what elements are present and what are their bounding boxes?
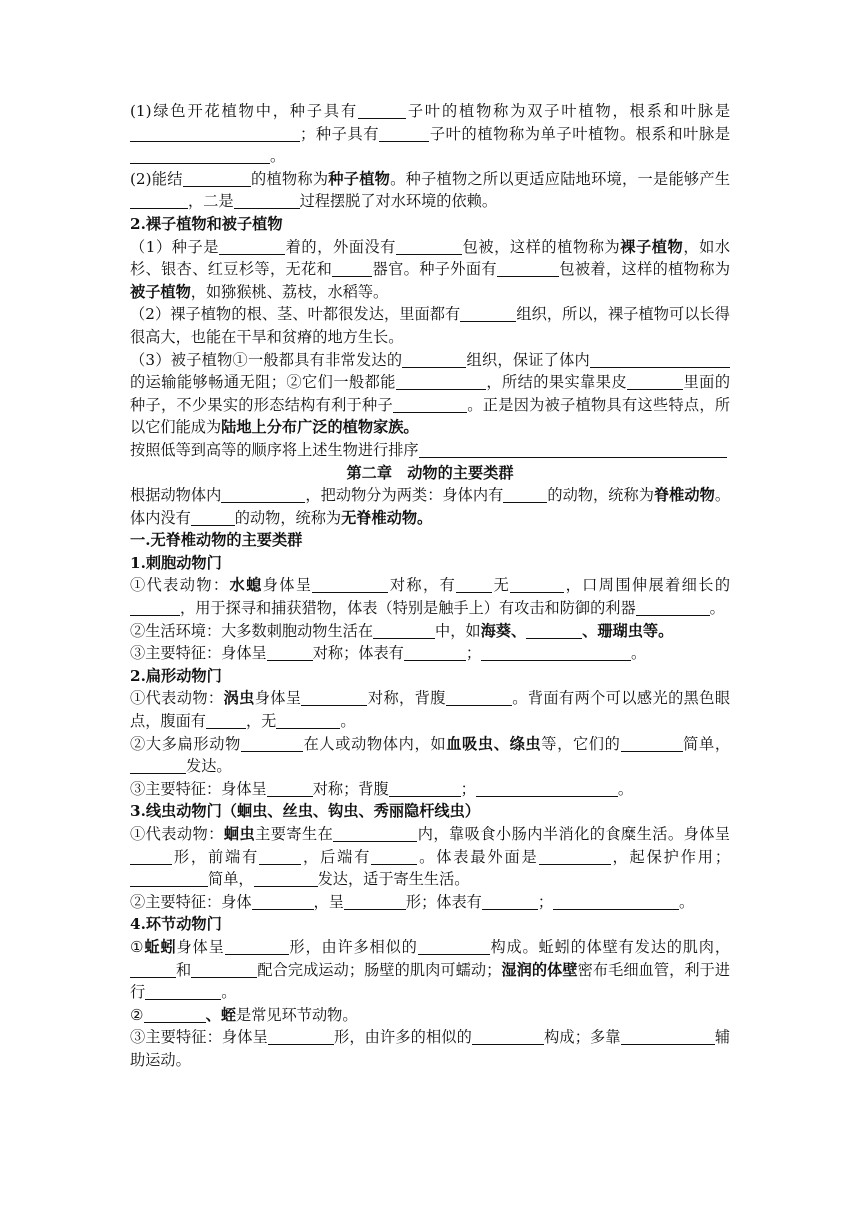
text-run: 内，靠吸食小肠内半消化的食糜生活。身体呈: [417, 825, 731, 843]
section-heading: [130, 800, 730, 823]
fill-in-blank[interactable]: [268, 1028, 334, 1045]
paragraph: [130, 687, 730, 732]
text-run: 等，它们的: [541, 734, 621, 753]
text-run: ①代表动物：: [130, 689, 224, 708]
fill-in-blank[interactable]: [219, 238, 285, 255]
fill-in-blank[interactable]: [130, 599, 180, 616]
fill-in-blank[interactable]: [221, 486, 305, 503]
text-run: ；: [465, 644, 481, 663]
text-run: 密布毛细血管，利于进行: [130, 960, 731, 1002]
fill-in-blank[interactable]: [472, 1028, 544, 1045]
document-page: [130, 100, 730, 1072]
text-run: 的运输能够畅通无阻；②它们一般都能: [130, 373, 396, 392]
fill-in-blank[interactable]: [456, 576, 492, 593]
text-run: ③主要特征：身体呈: [130, 1028, 268, 1047]
fill-in-blank[interactable]: [526, 622, 582, 639]
fill-in-blank[interactable]: [627, 373, 683, 390]
bold-term: 蛔虫: [223, 825, 256, 843]
fill-in-blank[interactable]: [234, 192, 300, 209]
text-run: ，把动物分为两类：身体内有: [305, 486, 504, 505]
fill-in-blank[interactable]: [636, 599, 710, 616]
fill-in-blank[interactable]: [539, 848, 611, 865]
text-run: ，无: [245, 712, 277, 731]
bold-term: 血吸虫、绦虫: [446, 734, 542, 753]
fill-in-blank[interactable]: [276, 712, 340, 729]
text-run: 形，由许多相似的: [288, 937, 418, 956]
fill-in-blank[interactable]: [333, 825, 417, 842]
paragraph: [130, 484, 730, 529]
fill-in-blank[interactable]: [418, 938, 490, 955]
bold-term: 蚯蚓: [144, 937, 177, 956]
text-run: ①代表动物：: [130, 576, 230, 595]
bold-term: 无脊椎动物。: [341, 508, 433, 527]
text-run: 。: [340, 712, 356, 731]
bold-term: 被子植物: [130, 282, 191, 301]
fill-in-blank[interactable]: [130, 961, 176, 978]
fill-in-blank[interactable]: [183, 170, 251, 187]
text-run: ②主要特征：身体: [130, 892, 252, 911]
text-run: 中，如: [435, 621, 481, 640]
text-run: ；: [460, 779, 476, 798]
fill-in-blank[interactable]: [476, 780, 618, 797]
paragraph: [130, 891, 730, 914]
bold-term: 海葵、: [480, 621, 527, 640]
text-run: 组织，所以，裸子植物可以长得很高大，也能在干旱和贫瘠的地方生长。: [130, 305, 730, 346]
paragraph: [130, 439, 730, 462]
fill-in-blank[interactable]: [481, 644, 631, 661]
text-run: 发达，适于寄生生活。: [317, 870, 470, 889]
fill-in-blank[interactable]: [402, 351, 466, 368]
text-run: 简单，: [682, 734, 731, 753]
section-heading: [130, 552, 730, 575]
fill-in-blank[interactable]: [267, 780, 313, 797]
text-run: 着的，外面没有: [285, 237, 397, 256]
text-run: ②: [130, 1005, 144, 1024]
text-run: 。背面有两个可以感光的黑色眼点，腹面有: [130, 689, 731, 731]
text-run: 。种子植物之所以更适应陆地环境，一是能够产生: [390, 169, 731, 188]
paragraph: [130, 303, 730, 348]
paragraph: [130, 778, 730, 801]
bold-term: 湿润的体壁: [501, 960, 578, 979]
fill-in-blank[interactable]: [373, 622, 435, 639]
text-run: 主要寄生在: [255, 825, 334, 843]
text-run: 里面的种子，不少果实的形态结构有利于种子: [130, 373, 731, 414]
fill-in-blank[interactable]: [254, 870, 318, 887]
text-run: 按照低等到高等的顺序将上述生物进行排序: [130, 440, 419, 459]
paragraph: [130, 642, 730, 665]
fill-in-blank[interactable]: [404, 644, 466, 661]
fill-in-blank[interactable]: [267, 644, 313, 661]
section-heading: [130, 913, 730, 936]
text-run: 构成。蚯蚓的体壁有发达的肌肉，: [489, 937, 731, 956]
text-run: 1.刺胞动物门: [130, 553, 222, 572]
text-run: 组织，保证了体内: [466, 350, 590, 369]
text-run: ，呈: [313, 892, 344, 911]
text-run: 无: [492, 576, 511, 595]
fill-in-blank[interactable]: [301, 689, 367, 706]
fill-in-blank[interactable]: [396, 373, 486, 390]
bold-term: 、蛭: [205, 1005, 236, 1024]
fill-in-blank[interactable]: [419, 441, 727, 458]
text-run: 形，前端有: [172, 847, 260, 866]
fill-in-blank[interactable]: [510, 576, 564, 593]
fill-in-blank[interactable]: [225, 938, 289, 955]
text-run: ①: [130, 937, 145, 956]
text-run: 是常见环节动物。: [236, 1005, 358, 1024]
text-run: 。: [221, 983, 237, 1002]
fill-in-blank[interactable]: [312, 576, 388, 593]
text-run: (1)绿色开花植物中，种子具有: [130, 102, 359, 120]
text-run: ，用于探寻和捕获猎物，体表（特别是触手上）有攻击和防御的利器: [180, 599, 636, 618]
section-heading: [130, 213, 730, 236]
text-run: 。正是因为被子植物具有这些特点，所以它们能成为: [130, 395, 731, 437]
text-run: 。: [679, 892, 695, 911]
fill-in-blank[interactable]: [621, 1028, 715, 1045]
paragraph: [130, 100, 730, 168]
text-run: （3）被子植物①一般都具有非常发达的: [130, 350, 403, 369]
text-run: 在人或动物体内，如: [302, 734, 447, 753]
fill-in-blank[interactable]: [358, 102, 406, 119]
text-run: 。体内没有: [130, 486, 731, 527]
text-run: 对称，背腹: [367, 689, 446, 708]
text-run: 构成；多靠: [543, 1028, 621, 1047]
bold-term: 、珊瑚虫等。: [582, 621, 674, 640]
text-run: ；: [537, 892, 553, 911]
text-run: 器官。种子外面有: [372, 260, 497, 279]
fill-in-blank[interactable]: [503, 486, 547, 503]
text-run: ，起保护作用；: [610, 847, 731, 866]
text-run: 身体呈: [254, 689, 302, 708]
paragraph: [130, 168, 730, 213]
fill-in-blank[interactable]: [130, 757, 186, 774]
text-run: 2.扁形动物门: [130, 666, 222, 685]
fill-in-blank[interactable]: [191, 509, 235, 526]
text-run: ②生活环境：大多数刺胞动物生活在: [130, 621, 373, 640]
bold-term: 裸子植物: [620, 237, 684, 256]
text-run: (2)能结: [130, 169, 183, 188]
text-run: 简单，: [208, 870, 254, 889]
text-run: 4.环节动物门: [130, 915, 222, 934]
fill-in-blank[interactable]: [144, 1006, 206, 1023]
paragraph: [130, 236, 730, 304]
fill-in-blank[interactable]: [460, 305, 516, 322]
fill-in-blank[interactable]: [379, 125, 429, 142]
section-heading: [130, 529, 730, 552]
text-run: 对称；背腹: [312, 779, 389, 798]
text-run: 包被着，这样的植物称为: [558, 260, 731, 279]
text-run: 形；体表有: [405, 892, 482, 911]
bold-term: 脊椎动物: [653, 486, 715, 505]
fill-in-blank[interactable]: [389, 780, 461, 797]
text-run: （2）裸子植物的根、茎、叶都很发达，里面都有: [130, 305, 461, 324]
text-run: 身体呈: [176, 937, 225, 956]
fill-in-blank[interactable]: [497, 260, 559, 277]
paragraph: [130, 823, 730, 891]
text-run: 身体呈: [262, 576, 313, 595]
fill-in-blank[interactable]: [371, 848, 417, 865]
fill-in-blank[interactable]: [482, 893, 538, 910]
fill-in-blank[interactable]: [130, 125, 300, 142]
text-run: 的动物，统称为: [234, 508, 342, 527]
text-run: 2.裸子植物和被子植物: [130, 214, 283, 233]
bold-term: 陆地上分布广泛的植物家族。: [221, 418, 419, 437]
fill-in-blank[interactable]: [396, 238, 462, 255]
fill-in-blank[interactable]: [259, 848, 301, 865]
fill-in-blank[interactable]: [130, 848, 172, 865]
text-run: ，如猕猴桃、荔枝，水稻等。: [190, 282, 389, 301]
text-run: ①代表动物：: [130, 825, 224, 843]
fill-in-blank[interactable]: [145, 983, 221, 1000]
paragraph: [130, 349, 730, 439]
section-heading: [130, 665, 730, 688]
text-run: 子叶的植物称为单子叶植物。根系和叶脉是: [429, 124, 731, 143]
text-run: ②大多扁形动物: [130, 734, 241, 753]
text-run: ③主要特征：身体呈: [130, 779, 267, 798]
fill-in-blank[interactable]: [241, 735, 303, 752]
bold-term: 水螅: [229, 576, 263, 595]
fill-in-blank[interactable]: [446, 689, 512, 706]
text-run: 。: [631, 644, 647, 663]
text-run: 发达。: [186, 757, 232, 776]
paragraph: [130, 733, 730, 778]
fill-in-blank[interactable]: [130, 192, 188, 209]
text-run: 包被，这样的植物称为: [462, 237, 621, 256]
text-run: ，二是: [188, 192, 234, 211]
text-run: ，所结的果实靠果皮: [485, 373, 628, 392]
fill-in-blank[interactable]: [621, 735, 683, 752]
text-run: 的植物称为: [250, 169, 329, 188]
text-run: 的动物，统称为: [547, 486, 654, 505]
fill-in-blank[interactable]: [344, 893, 406, 910]
text-run: 。: [709, 599, 725, 618]
text-run: 一.无脊椎动物的主要类群: [130, 531, 303, 550]
text-run: ，口周围伸展着细长的: [564, 576, 731, 595]
text-run: 。: [617, 779, 633, 798]
text-run: 对称；体表有: [312, 644, 404, 663]
text-run: ，如水杉、银杏、红豆杉等，无花和: [130, 237, 731, 279]
text-run: 第二章 动物的主要类群: [346, 463, 514, 482]
text-run: 辅助运动。: [130, 1028, 731, 1069]
text-run: 子叶的植物称为双子叶植物，根系和叶脉是: [406, 102, 731, 120]
fill-in-blank[interactable]: [206, 712, 246, 729]
paragraph: [130, 1026, 730, 1071]
fill-in-blank[interactable]: [553, 893, 679, 910]
fill-in-blank[interactable]: [130, 147, 270, 164]
bold-term: 种子植物: [328, 169, 391, 188]
bold-term: 涡虫: [223, 689, 255, 708]
paragraph: [130, 620, 730, 643]
text-run: 3.线虫动物门（蛔虫、丝虫、钩虫、秀丽隐杆线虫）: [130, 802, 480, 821]
text-run: ，后端有: [301, 847, 372, 866]
fill-in-blank[interactable]: [393, 396, 467, 413]
text-run: 和: [176, 960, 192, 979]
chapter-title: [130, 462, 730, 485]
text-run: 过程摆脱了对水环境的依赖。: [299, 192, 497, 211]
text-run: ③主要特征：身体呈: [130, 644, 267, 663]
text-run: 配合完成运动；肠壁的肌肉可蠕动；: [257, 960, 502, 979]
fill-in-blank[interactable]: [130, 870, 208, 887]
text-run: ；种子具有: [300, 124, 380, 143]
text-run: 根据动物体内: [130, 486, 222, 505]
fill-in-blank[interactable]: [332, 260, 372, 277]
text-run: 形，由许多的相似的: [333, 1028, 472, 1047]
fill-in-blank[interactable]: [191, 961, 257, 978]
fill-in-blank[interactable]: [252, 893, 314, 910]
text-run: 。体表最外面是: [417, 847, 539, 866]
paragraph: [130, 574, 730, 619]
paragraph: [130, 1004, 730, 1027]
paragraph: [130, 936, 730, 1004]
fill-in-blank[interactable]: [656, 351, 730, 368]
fill-in-blank[interactable]: [590, 351, 656, 368]
text-run: （1）种子是: [130, 237, 220, 256]
text-run: 对称，有: [388, 576, 457, 595]
text-run: 。: [270, 147, 286, 166]
